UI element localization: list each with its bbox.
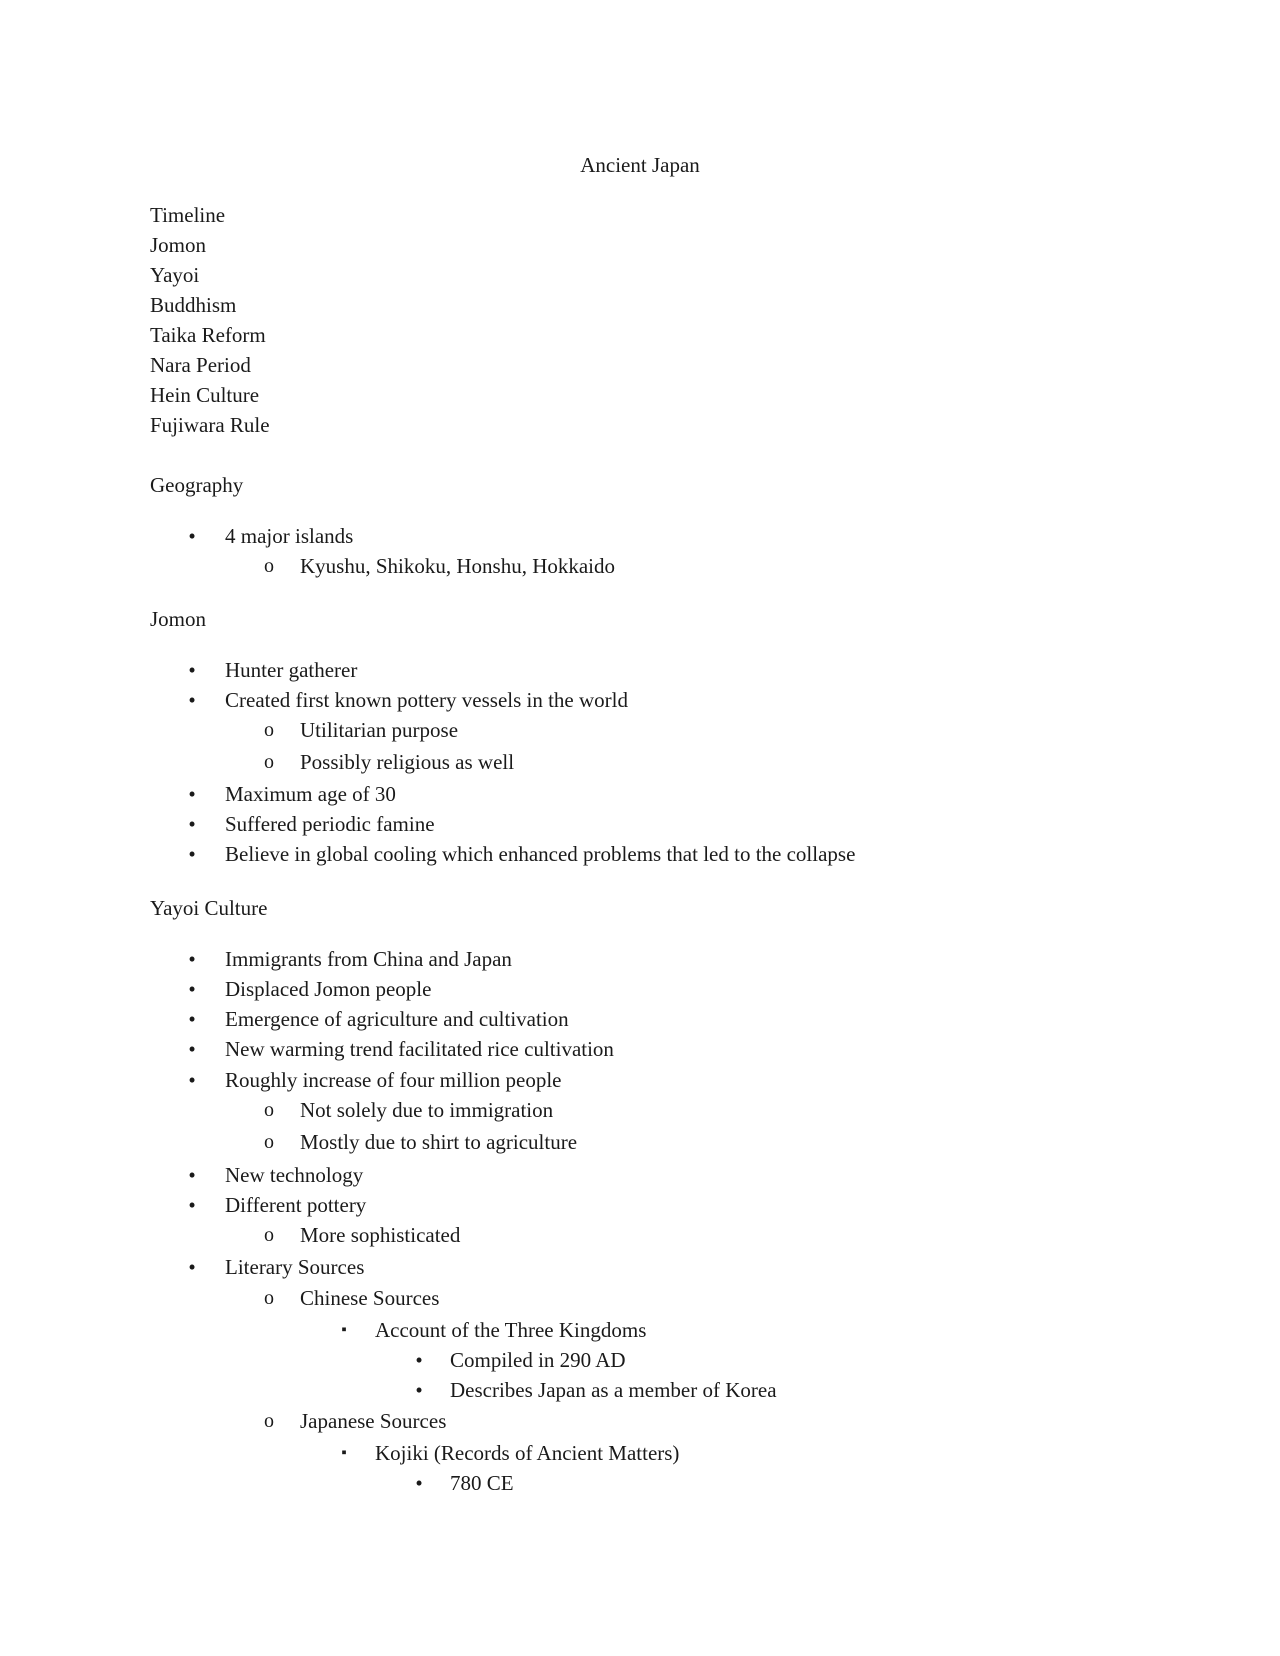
timeline-item: Nara Period: [150, 353, 251, 377]
list-item: Describes Japan as a member of Korea: [450, 1378, 777, 1402]
list-item: Suffered periodic famine: [225, 812, 435, 836]
list-item: Japanese Sources: [300, 1409, 447, 1433]
bullet-marker: •: [415, 1471, 423, 1495]
timeline-item: Yayoi: [150, 263, 200, 287]
square-marker: ▪: [341, 1445, 347, 1461]
circle-marker: o: [264, 751, 274, 773]
jomon-heading: Jomon: [150, 607, 207, 631]
timeline-heading: Timeline: [150, 203, 226, 227]
bullet-marker: •: [188, 812, 196, 836]
document-title: Ancient Japan: [580, 153, 700, 177]
circle-marker: o: [264, 555, 274, 577]
timeline-item: Jomon: [150, 233, 207, 257]
list-item: Kojiki (Records of Ancient Matters): [375, 1441, 680, 1465]
list-item: Account of the Three Kingdoms: [375, 1318, 647, 1342]
bullet-marker: •: [188, 1193, 196, 1217]
list-item: Different pottery: [225, 1193, 367, 1217]
list-item: Maximum age of 30: [225, 782, 396, 806]
bullet-marker: •: [188, 947, 196, 971]
list-item: Kyushu, Shikoku, Honshu, Hokkaido: [300, 554, 616, 578]
list-item: Hunter gatherer: [225, 658, 358, 682]
list-item: Not solely due to immigration: [300, 1098, 554, 1122]
list-item: Created first known pottery vessels in the world: [225, 688, 628, 712]
list-item: Literary Sources: [225, 1255, 365, 1279]
list-item: Emergence of agriculture and cultivation: [225, 1007, 569, 1031]
list-item: Immigrants from China and Japan: [225, 947, 512, 971]
circle-marker: o: [264, 719, 274, 741]
timeline-item: Taika Reform: [150, 323, 266, 347]
bullet-marker: •: [415, 1378, 423, 1402]
list-item: Roughly increase of four million people: [225, 1068, 562, 1092]
bullet-marker: •: [188, 1255, 196, 1279]
bullet-marker: •: [188, 1163, 196, 1187]
timeline-item: Hein Culture: [150, 383, 260, 407]
bullet-marker: •: [188, 1068, 196, 1092]
list-item: Believe in global cooling which enhanced problems that led to the collapse: [225, 842, 856, 866]
bullet-marker: •: [188, 782, 196, 806]
circle-marker: o: [264, 1099, 274, 1121]
bullet-marker: •: [188, 658, 196, 682]
bullet-marker: •: [188, 688, 196, 712]
list-item: Chinese Sources: [300, 1286, 440, 1310]
circle-marker: o: [264, 1410, 274, 1432]
bullet-marker: •: [188, 977, 196, 1001]
bullet-marker: •: [188, 1037, 196, 1061]
list-item: Utilitarian purpose: [300, 718, 459, 742]
bullet-marker: •: [415, 1348, 423, 1372]
bullet-marker: •: [188, 524, 196, 548]
list-item: New warming trend facilitated rice cultivation: [225, 1037, 614, 1061]
timeline-item: Fujiwara Rule: [150, 413, 270, 437]
bullet-marker: •: [188, 842, 196, 866]
circle-marker: o: [264, 1287, 274, 1309]
yayoi-heading: Yayoi Culture: [150, 896, 268, 920]
square-marker: ▪: [341, 1322, 347, 1338]
geography-heading: Geography: [150, 473, 244, 497]
list-item: 780 CE: [450, 1471, 514, 1495]
timeline-item: Buddhism: [150, 293, 237, 317]
circle-marker: o: [264, 1131, 274, 1153]
list-item: Displaced Jomon people: [225, 977, 432, 1001]
list-item: 4 major islands: [225, 524, 354, 548]
list-item: New technology: [225, 1163, 364, 1187]
bullet-marker: •: [188, 1007, 196, 1031]
circle-marker: o: [264, 1224, 274, 1246]
list-item: More sophisticated: [300, 1223, 461, 1247]
list-item: Compiled in 290 AD: [450, 1348, 626, 1372]
list-item: Mostly due to shirt to agriculture: [300, 1130, 578, 1154]
list-item: Possibly religious as well: [300, 750, 515, 774]
